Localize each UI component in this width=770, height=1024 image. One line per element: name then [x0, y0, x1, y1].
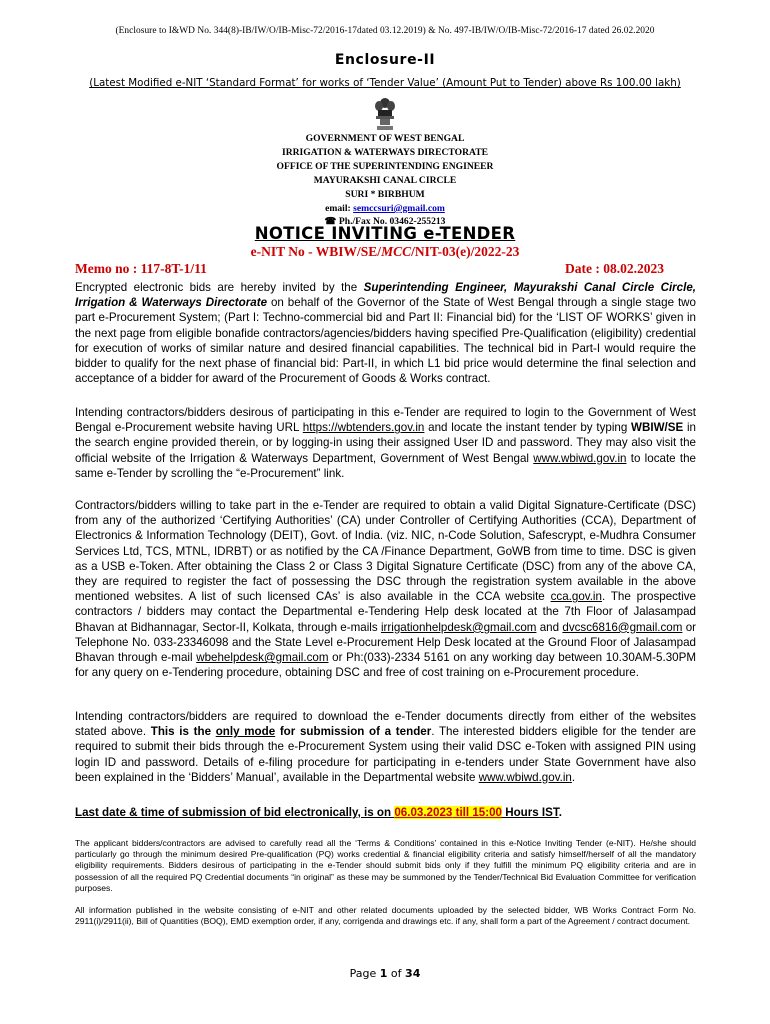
- location: SURI * BIRBHUM: [345, 189, 425, 200]
- phone-icon: ☎: [324, 216, 337, 227]
- p4-text-a: Intending contractors/bidders are required to download the e-Tender documents directly from either of the websites stated above.: [75, 710, 696, 739]
- page-total: 34: [405, 967, 421, 980]
- deadline-time: till 15:00: [452, 806, 502, 819]
- deadline-end: .: [558, 806, 562, 819]
- helpdesk-email-link[interactable]: irrigationhelpdesk@gmail.com: [380, 620, 537, 634]
- paragraph-3: [75, 498, 696, 680]
- circle-name: MAYURAKSHI CANAL CIRCLE: [313, 175, 457, 186]
- page-footer: [0, 967, 770, 980]
- p4-bold-3: for submission of a tender: [275, 725, 432, 739]
- nit-prefix: e-NIT No - WBIW/SE/: [250, 244, 382, 259]
- enclosure-subtitle: (Latest Modified e-NIT ‘Standard Format’ for works of ‘Tender Value’ (Amount Put to Tender) above Rs 100.00 lakh): [89, 77, 681, 89]
- email-label: email:: [325, 203, 354, 214]
- dvcsc-email-link[interactable]: dvcsc6816@gmail.com: [562, 620, 683, 634]
- page-of: of: [387, 967, 406, 980]
- email-link[interactable]: semccsuri@gmail.com: [353, 203, 445, 214]
- directorate-name: IRRIGATION & WATERWAYS DIRECTORATE: [281, 147, 489, 158]
- p4-bold-1: This is the: [150, 725, 216, 739]
- p3-text-a: Contractors/bidders willing to take part in the e-Tender are required to obtain a valid Digital Signature-Certificate (DSC) from any of the authorized ‘Certifying Authorities’ (CA) under Controller of Certifying Authorities (CCA), Department of Electronics & Information Technology (DEIT), Govt. of India. (viz. NIC, n-Code Solution, Safescrypt, e-Mudhra Consumer Services Ltd, TCS, MTNL, IDRBT) or as notified by the CA /Finance Department, GoWB from time to time. DSC is given as a USB e-Token. After obtaining the Class 2 or Class 3 Digital Signature Certificate (DSC) from any of the above CA, they are required to register the fact of possessing the DSC through the registration system available in the above mentioned websites. A list of such licensed CAs’ is also available in the CCA website: [75, 499, 696, 604]
- govt-name: GOVERNMENT OF WEST BENGAL: [305, 133, 465, 144]
- enclosure-title: Enclosure-II: [334, 52, 436, 68]
- p3-text-d: or Ph:(033)-2334 5161 on any working day between 10.30AM-5.30PM for any query on e-Tendering procedure, obtaining DSC and free of cost training on e-Procurement procedure.: [75, 651, 697, 680]
- wbehelpdesk-email-link[interactable]: wbehelpdesk@gmail.com: [196, 651, 329, 665]
- paragraph-4: [75, 709, 696, 785]
- nit-mid: MCC: [381, 244, 412, 259]
- p4-text-d: .: [571, 770, 576, 784]
- wbiwd-link-2[interactable]: www.wbiwd.gov.in: [478, 770, 572, 784]
- p4-text-c: . The interested bidders eligible for the tender are required to submit their bids through the e-Procurement System using their valid DSC e-Token with assigned PIN using login ID and password. Details of e-filing procedure for participating in e-tenders under State Government have also been explained in the ‘Bidders’ Manual’, available in the Departmental website: [75, 725, 696, 784]
- p3-text-b: . The prospective contractors / bidders may contact the Departmental e-Tendering Help desk located at the 7th Floor of Jalasampad Bhavan at Bidhannagar, Sector-II, Kolkata, through e-mails: [75, 590, 696, 634]
- p2-text-c: in the search engine provided therein, or by logging-in using their assigned User ID and password. They may also visit the official website of the Irrigation & Waterways Department, Government of West Bengal: [75, 421, 696, 465]
- p4-only-mode: only mode: [215, 725, 276, 739]
- page-prefix: Page: [349, 967, 380, 980]
- notice-title: NOTICE INVITING e-TENDER: [254, 224, 516, 243]
- paragraph-1: [75, 280, 696, 386]
- p1-text-a: Encrypted electronic bids are hereby invited by the: [75, 281, 364, 294]
- paragraph-2: [75, 405, 696, 481]
- p3-text-c: or Telephone No. 033-23346098 and the State Level e-Procurement Help Desk located at the Ground Floor of Jalasampad Bhavan through e-mail: [75, 620, 697, 665]
- office-name: OFFICE OF THE SUPERINTENDING ENGINEER: [276, 161, 494, 172]
- email-line: [0, 203, 770, 214]
- nit-suffix: /NIT-03(e)/2022-23: [411, 244, 520, 259]
- deadline-label: Last date & time of submission of bid electronically, is on: [75, 806, 395, 819]
- state-emblem-icon: [371, 97, 399, 133]
- deadline-suffix: Hours IST: [501, 806, 559, 819]
- wbiwd-link[interactable]: www.wbiwd.gov.in: [533, 451, 627, 465]
- search-keyword: WBIW/SE: [631, 421, 684, 435]
- cca-link[interactable]: cca.gov.in: [550, 590, 602, 604]
- phone-text: Ph./Fax No. 03462-255213: [338, 216, 446, 227]
- reference-line: (Enclosure to I&WD No. 344(8)-IB/IW/O/IB-Misc-72/2016-17dated 03.12.2019) & No. 497-IB/IW/O/IB-Misc-72/2016-17 dated 26.02.2020: [115, 26, 655, 36]
- p2-text-b: and locate the instant tender by typing: [424, 421, 632, 435]
- p3-and: and: [536, 620, 563, 634]
- note-2: All information published in the website consisting of e-NIT and other related documents uploaded by the selected bidder, WB Works Contract Form No. 2911(i)/2911(ii), Bill of Quantities (BOQ), EMD exemption order, if any, corrigenda and drawings etc. if any, shall form a part of the Agreement / contract document.: [75, 905, 696, 927]
- page-number: 1: [379, 967, 388, 980]
- wbtenders-link[interactable]: https://wbtenders.gov.in: [302, 421, 425, 435]
- p1-authority: Superintending Engineer, Mayurakshi Canal Circle Circle, Irrigation & Waterways Directorate: [75, 281, 697, 310]
- notice-date: Date : 08.02.2023: [565, 261, 664, 276]
- submission-deadline: [75, 806, 696, 819]
- p2-text-d: to locate the same e-Tender by scrolling the “e-Procurement” link.: [75, 451, 697, 480]
- note-1: The applicant bidders/contractors are advised to carefully read all the ‘Terms & Conditions’ contained in this e-Notice Inviting Tender (e-NIT). He/she should particularly go through the minimum desired Pre-qualification (PQ) works credential & financial eligibility criteria and satisfy himself/herself of all the mandatory eligibility requirements. Bidders desirous of participating in the e-Tender should submit bids only if they fulfill the minimum PQ eligibility criteria and are in possession of all the required PQ Credential documents “in original” as these may be summoned by the Tender/Technical Bid Evaluation Committee for verification purposes.: [75, 838, 696, 893]
- p1-text-c: on behalf of the Governor of the State of West Bengal through a single stage two part e-Procurement System; (Part I: Techno-commercial bid and Part II: Financial bid) for the ‘LIST OF WORKS’ given in the next page from eligible bonafide contractors/agencies/bidders having specified Pre-Qualification (eligibility) credential for execution of works of similar nature and desired financial capabilities. The technical bid in Part-I would require the bidder to qualify for the next phase of financial bid: Part-II, in which L1 bid price would determine the final selection and acceptance of a bidder for award of the Procurement of Goods & Works contract.: [75, 296, 696, 386]
- memo-number: Memo no : 117-8T-1/11: [75, 261, 207, 276]
- p2-text-a: Intending contractors/bidders desirous of participating in this e-Tender are required to login to the Government of West Bengal e-Procurement website having URL: [75, 406, 696, 435]
- deadline-date: 06.03.2023: [394, 806, 453, 819]
- nit-number: [0, 244, 770, 260]
